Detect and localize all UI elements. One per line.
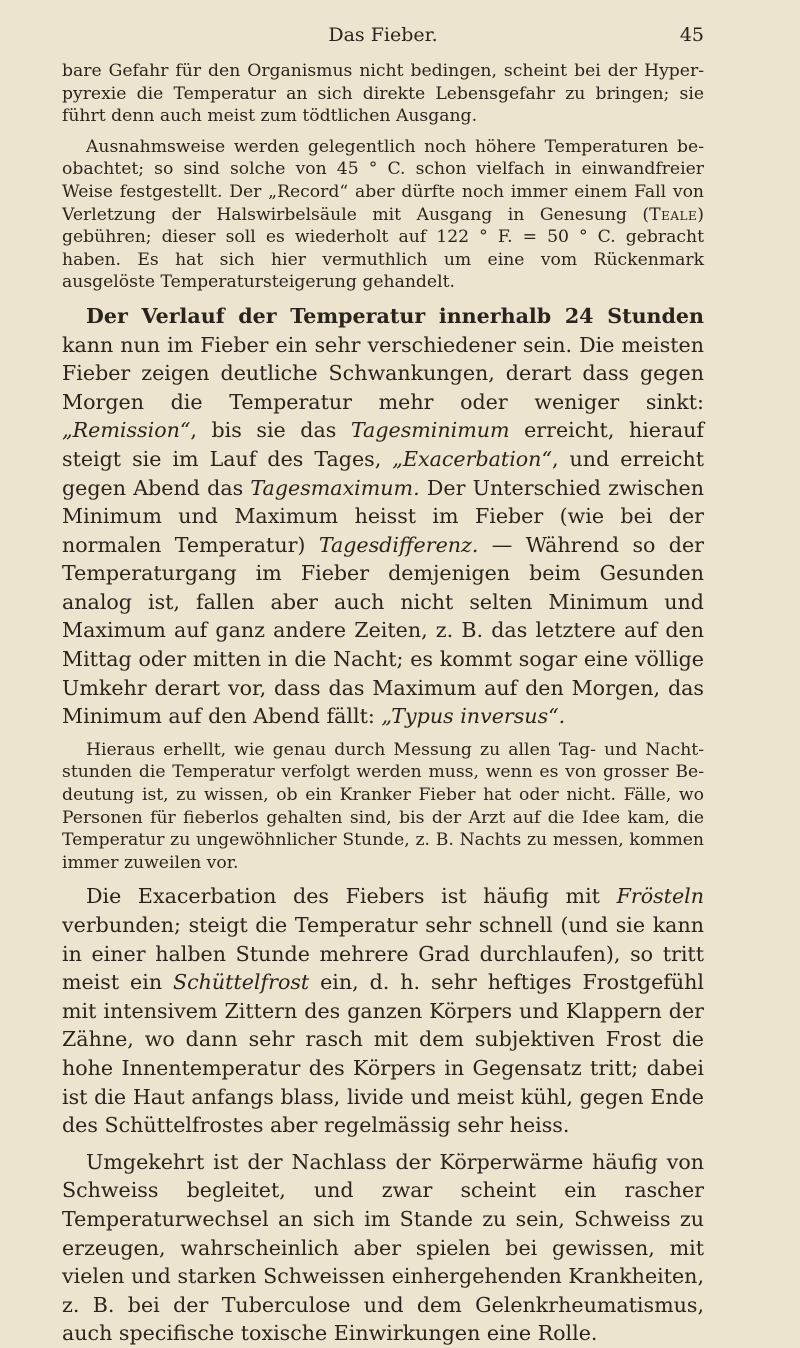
- paragraph-5-text: Die Exacerbation des Fiebers ist häufig mit: [86, 884, 617, 909]
- paragraph-1: bare Gefahr für den Organismus nicht bedingen, scheint bei der Hyperpyrexie die Temperatur an sich direkte Lebensgefahr zu bringen; sie führt denn auch meist zum tödtlichen Ausgang.: [62, 61, 704, 127]
- author-teale: Teale: [649, 204, 698, 225]
- section-lead: Der Verlauf der Temperatur innerhalb 24 Stunden: [86, 303, 704, 328]
- term-typus-inversus: „Typus inversus“.: [381, 704, 566, 729]
- running-title: Das Fieber.: [328, 24, 438, 46]
- paragraph-2: [62, 136, 704, 294]
- body-text: [62, 60, 704, 1348]
- term-tagesmaximum: Tagesmaximum.: [250, 475, 420, 500]
- paragraph-5-text: ein, d. h. sehr heftiges Frostgefühl mit intensivem Zittern des ganzen Körpers und Klappern der Zähne, wo dann sehr rasch mit dem subjektiven Frost die hohe Innentemperatur des Körpers in Gegensatz tritt; dabei ist die Haut anfangs blass, livide und meist kühl, gegen Ende des Schüttelfrostes aber regelmässig sehr heiss.: [62, 970, 704, 1138]
- paragraph-5-text: verbunden; steigt die Temperatur sehr schnell (und sie kann in einer halben Stunde mehrere Grad durchlaufen), so tritt meist ein: [62, 913, 704, 995]
- running-head: [62, 18, 704, 52]
- paragraph-3-text: erreicht, hierauf steigt sie im Lauf des Tages,: [62, 418, 704, 471]
- term-exacerbation: „Exacerbation“: [392, 446, 552, 471]
- paragraph-2-text: Ausnahmsweise werden gelegentlich noch höhere Temperaturen beobachtet; so sind solche von 45 ° C. schon vielfach in einwandfreier Weise festgestellt. Der „Record“ aber dürfte noch immer einem Fall von Verletzung der Halswirbelsäule mit Ausgang in Genesung (: [62, 136, 704, 225]
- paragraph-3: [62, 302, 704, 731]
- paragraph-3-text: — Während so der Temperaturgang im Fieber demjenigen beim Gesunden analog ist, fallen aber auch nicht selten Minimum und Maximum auf ganz andere Zeiten, z. B. das letztere auf den Mittag oder mitten in die Nacht; es kommt sogar eine völlige Umkehr derart vor, dass das Maximum auf den Morgen, das Minimum auf den Abend fällt:: [62, 532, 705, 729]
- paragraph-6: Umgekehrt ist der Nachlass der Körperwärme häufig von Schweiss begleitet, und zwar scheint ein rascher Temperaturwechsel an sich im Stande zu sein, Schweiss zu erzeugen, wahrscheinlich aber spielen bei gewissen, mit vielen und starken Schweissen einhergehenden Krankheiten, z. B. bei der Tuberculose und dem Gelenkrheumatismus, auch specifische toxische Einwirkungen eine Rolle.: [62, 1149, 704, 1346]
- page-number: 45: [679, 24, 704, 46]
- term-remission: „Remission“: [62, 418, 191, 443]
- term-tagesminimum: Tagesminimum: [350, 418, 510, 443]
- paragraph-5: [62, 882, 704, 1139]
- paragraph-3-text: Der Unterschied zwischen Minimum und Maximum heisst im Fieber (wie bei der normalen Temperatur): [62, 475, 704, 557]
- paragraph-3-text: , bis sie das: [190, 418, 351, 443]
- paragraph-3-text: kann nun im Fieber ein sehr verschiedener sein. Die meisten Fieber zeigen deutliche Schwankungen, derart dass gegen Morgen die Temperatur mehr oder weniger sinkt:: [62, 332, 704, 414]
- term-tagesdifferenz: Tagesdifferenz.: [318, 532, 479, 557]
- paragraph-3-text: , und erreicht gegen Abend das: [62, 446, 704, 500]
- term-froesteln: Frösteln: [616, 884, 704, 909]
- term-schuettelfrost: Schüttelfrost: [173, 970, 310, 995]
- paragraph-4: Hieraus erhellt, wie genau durch Messung zu allen Tag- und Nachtstunden die Temperatur verfolgt werden muss, wenn es von grosser Bedeutung ist, zu wissen, ob ein Kranker Fieber hat oder nicht. Fälle, wo Personen für fieberlos gehalten sind, bis der Arzt auf die Idee kam, die Temperatur zu ungewöhnlicher Stunde, z. B. Nachts zu messen, kommen immer zuweilen vor.: [62, 739, 704, 873]
- paragraph-2-text-end: ) gebühren; dieser soll es wiederholt auf 122 ° F. = 50 ° C. gebracht haben. Es hat sich hier vermuthlich um eine vom Rückenmark ausgelöste Temperatursteigerung gehandelt.: [62, 204, 704, 293]
